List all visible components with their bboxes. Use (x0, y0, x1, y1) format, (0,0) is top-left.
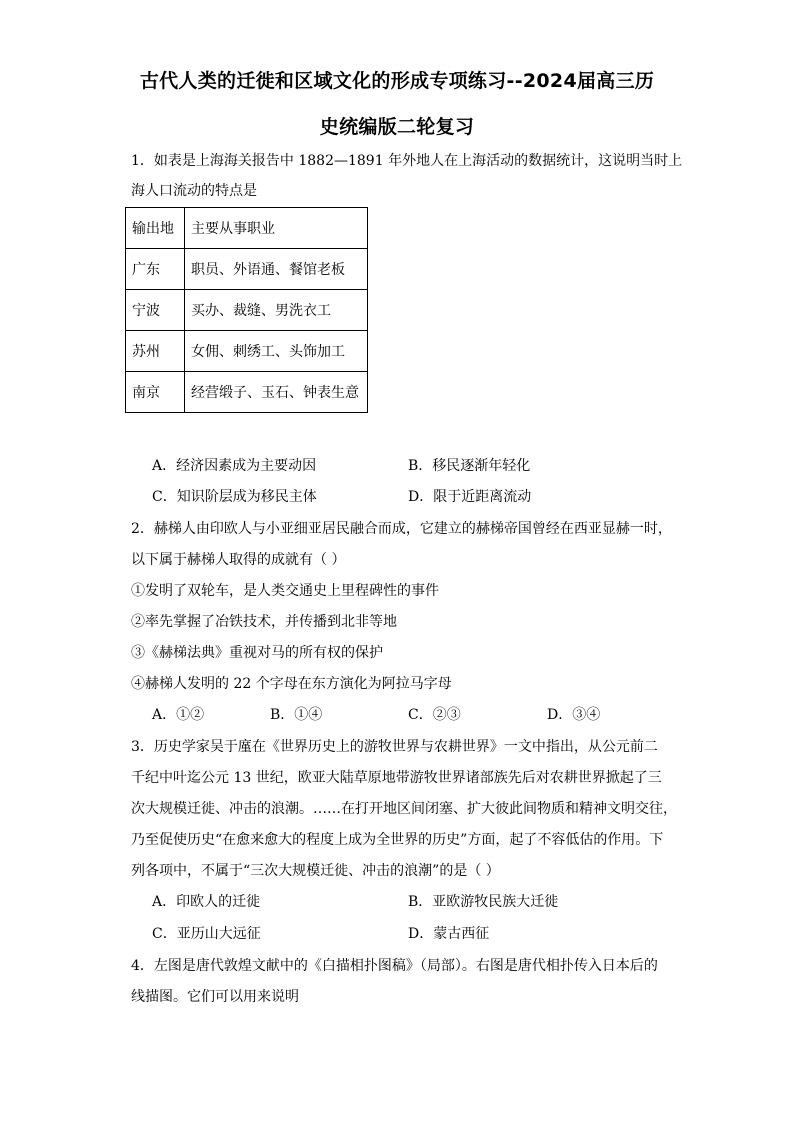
table-cell: 女佣、刺绣工、头饰加工 (185, 331, 368, 372)
q1-option-d: D．限于近距离流动 (408, 489, 532, 505)
q3-option-b: B．亚欧游牧民族大迁徙 (408, 894, 559, 910)
table-cell: 经营缎子、玉石、钟表生意 (185, 372, 368, 413)
q2-item-1: ①发明了双轮车，是人类交通史上里程碑性的事件 (131, 583, 439, 599)
q2-option-b: B．①④ (270, 707, 323, 723)
q3-stem-line-3: 次大规模迁徙、冲击的浪潮。……在打开地区间闭塞、扩大彼此间物质和精神文明交往， (131, 801, 677, 817)
q1-stem-line-1: 1．如表是上海海关报告中 1882—1891 年外地人在上海活动的数据统计，这说明当时上 (131, 153, 683, 169)
table-row (126, 331, 368, 372)
q4-stem-line-2: 线描图。它们可以用来说明 (131, 989, 299, 1005)
q2-option-a: A．①② (152, 707, 205, 723)
q3-stem-line-4: 乃至促使历史“在愈来愈大的程度上成为全世界的历史”方面，起了不容低估的作用。下 (131, 832, 664, 848)
table-header-cell: 主要从事职业 (185, 208, 368, 249)
q1-option-a: A．经济因素成为主要动因 (152, 458, 317, 474)
table-row (126, 372, 368, 413)
q2-item-3: ③《赫梯法典》重视对马的所有权的保护 (131, 645, 383, 661)
q1-option-b: B．移民逐渐年轻化 (408, 458, 531, 474)
table-cell: 苏州 (126, 331, 185, 372)
q1-data-table (125, 207, 368, 413)
q3-option-c: C．亚历山大远征 (152, 926, 261, 942)
table-cell: 职员、外语通、餐馆老板 (185, 249, 368, 290)
table-cell: 广东 (126, 249, 185, 290)
title-line-1: 古代人类的迁徙和区域文化的形成专项练习--2024届高三历 (139, 70, 655, 92)
q3-stem-line-1: 3．历史学家吴于廑在《世界历史上的游牧世界与农耕世界》一文中指出，从公元前二 (131, 739, 658, 755)
table-header-row (126, 208, 368, 249)
q2-option-c: C．②③ (408, 707, 461, 723)
q3-stem-line-2: 千纪中叶迄公元 13 世纪，欧亚大陆草原地带游牧世界诸部族先后对农耕世界掀起了三 (131, 770, 662, 786)
q1-stem-line-2: 海人口流动的特点是 (131, 183, 257, 199)
q2-option-d: D．③④ (547, 707, 601, 723)
q3-option-d: D．蒙古西征 (408, 926, 490, 942)
q2-item-4: ④赫梯人发明的 22 个字母在东方演化为阿拉马字母 (131, 676, 452, 692)
title-line-2: 史统编版二轮复习 (319, 116, 475, 138)
q2-stem-line-2: 以下属于赫梯人取得的成就有（ ） (131, 552, 346, 568)
q2-stem-line-1: 2．赫梯人由印欧人与小亚细亚居民融合而成，它建立的赫梯帝国曾经在西亚显赫一时， (131, 521, 672, 537)
table-header-cell: 输出地 (126, 208, 185, 249)
q1-option-c: C．知识阶层成为移民主体 (152, 489, 317, 505)
table-row (126, 249, 368, 290)
q2-item-2: ②率先掌握了冶铁技术，并传播到北非等地 (131, 614, 397, 630)
table-cell: 宁波 (126, 290, 185, 331)
table-cell: 买办、裁缝、男洗衣工 (185, 290, 368, 331)
q3-option-a: A．印欧人的迁徙 (152, 894, 261, 910)
q4-stem-line-1: 4．左图是唐代敦煌文献中的《白描相扑图稿》（局部）。右图是唐代相扑传入日本后的 (131, 958, 658, 974)
q3-stem-line-5: 列各项中，不属于“三次大规模迁徙、冲击的浪潮”的是（ ） (131, 863, 500, 879)
table-row (126, 290, 368, 331)
table-cell: 南京 (126, 372, 185, 413)
